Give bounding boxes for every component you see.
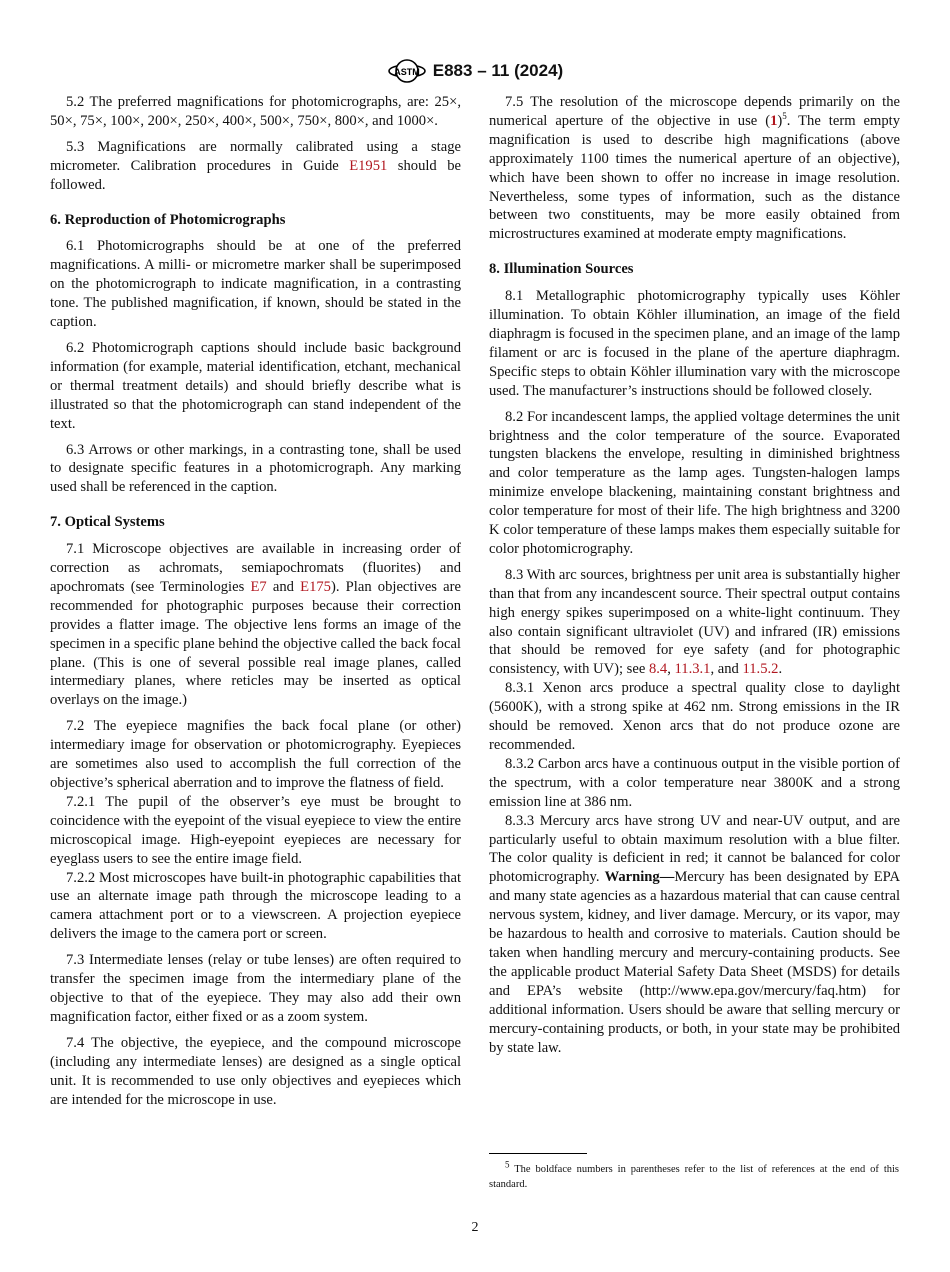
text-run: 7.1 Microscope objectives are available in increasing order of correction as achromats, semiapochromats (fluorites) and apochromats (see Terminologies	[50, 541, 461, 595]
paragraph	[489, 755, 900, 812]
text-run: 8.3.2 Carbon arcs have a continuous output in the visible portion of the spectrum, with a color temperature near 3800K and a strong emission line at 386 nm.	[489, 755, 900, 810]
text-run: 6. Reproduction of Photomicrographs	[50, 211, 286, 228]
right-column	[489, 93, 900, 1064]
text-run: 6.3 Arrows or other markings, in a contrasting tone, shall be used to designate specific features in a photomicrograph. Any marking used shall be referenced in the caption.	[50, 441, 461, 496]
paragraph	[489, 812, 900, 1058]
cross-reference-link[interactable]: E7	[250, 578, 267, 595]
text-run: 6.1 Photomicrographs should be at one of the preferred magnifications. A milli- or micrometre marker shall be superimposed on the photomicrograph to indicate magnification, in a contrasting tone. The published magnification, if known, should be stated in the caption.	[50, 238, 461, 331]
paragraph	[50, 951, 461, 1027]
text-run: 6.2 Photomicrograph captions should include basic background information (for example, material identification, etchant, mechanical or thermal treatment details) and should briefly describe what is illustrated so that the photomicrograph can stand independent of the text.	[50, 339, 461, 432]
text-run: )	[777, 112, 783, 129]
text-run: ,	[667, 661, 675, 678]
page-number: 2	[471, 1220, 479, 1235]
paragraph	[489, 408, 900, 559]
text-run: 8.3.1 Xenon arcs produce a spectral quality close to daylight (5600K), with a strong spike at 462 nm. Strong emissions in the IR should be removed. Xenon arcs that do not produce ozone are recommended.	[489, 680, 900, 753]
text-run: and	[266, 578, 301, 595]
cross-reference-link[interactable]: 1	[770, 112, 778, 129]
text-run: 7.3 Intermediate lenses (relay or tube lenses) are often required to transfer the specimen image from the intermediary plane of the objective to that of the eyepiece. They may also add their own magnification factor, either fixed or as a zoom system.	[50, 952, 461, 1025]
cross-reference-link[interactable]: E1951	[349, 157, 388, 174]
paragraph	[50, 441, 461, 498]
svg-text:ASTM: ASTM	[394, 67, 420, 77]
text-run: ). Plan objectives are recommended for photographic purposes because their correction provides a flatter image. The objective lens forms an image of the specimen in a specific plane behind the objective called the back focal plane. (This is one of several possible real image planes, called intermediary planes, where reticles may be inserted as optical overlays on the image.)	[50, 578, 461, 709]
text-run: 5.3 Magnifications are normally calibrated using a stage micrometer. Calibration procedures in Guide	[50, 138, 461, 174]
text-run: 8.3.3 Mercury arcs have strong UV and near-UV output, and are particularly useful to obtain maximum resolution with a blue filter. The color quality is deficient in red; it cannot be balanced for color photomicrography.	[489, 812, 900, 886]
paragraph	[50, 138, 461, 195]
paragraph	[489, 287, 900, 400]
paragraph	[50, 717, 461, 793]
paragraph	[489, 566, 900, 679]
paragraph	[50, 869, 461, 945]
paragraph	[50, 93, 461, 131]
cross-reference-link[interactable]: 11.5.2	[742, 661, 779, 678]
section-heading	[50, 513, 461, 532]
text-run: Warning—	[604, 869, 675, 886]
paragraph	[50, 237, 461, 332]
text-run: . The term empty magnification is used to describe high magnifications (above approximately 1100 times the numerical aperture of an objective), which have been shown to offer no increase in image resolution. Nevertheless, some types of information, such as the distance between two constituents, may be more easily obtained from microstructures examined at moderate empty magnifications.	[489, 112, 900, 243]
footnote-mark: 5	[505, 1159, 510, 1170]
text-run: 8.1 Metallographic photomicrography typically uses Köhler illumination. To obtain Köhler illumination, an image of the field diaphragm is focused in the specimen plane, and an image of the lamp filament or arc is focused in the plane of the aperture diaphragm. Specific steps to obtain Köhler illumination vary with the microscope used. The manufacturer’s instructions should be followed closely.	[489, 288, 900, 399]
text-run: 8. Illumination Sources	[489, 261, 634, 278]
paragraph	[50, 793, 461, 869]
footnote	[489, 1159, 899, 1192]
text-run: 7.2 The eyepiece magnifies the back focal plane (or other) intermediary image for observation or photomicrography. Eyepieces are sometimes also used to accomplish the full correction of the objective’s spherical aberration and to improve the flatness of field.	[50, 718, 461, 791]
text-run: Mercury has been designated by EPA and many state agencies as a hazardous material that can cause central nervous system, kidney, and liver damage. Mercury, or its vapor, may be hazardous to health and corrosive to materials. Caution should be taken when handling mercury and mercury-containing products. See the applicable product Material Safety Data Sheet (MSDS) for details and EPA’s website (http://www.epa.gov/mercury/faq.htm) for additional information. Users should be aware that selling mercury or mercury-containing products, or both, in your state may be prohibited by state law.	[489, 869, 900, 1056]
footnote-divider	[489, 1153, 587, 1154]
text-run: should be followed.	[50, 157, 461, 193]
text-run: 7.5 The resolution of the microscope depends primarily on the numerical aperture of the objective in use (	[489, 94, 900, 129]
paragraph	[489, 93, 900, 244]
paragraph	[50, 339, 461, 434]
page-header	[0, 56, 950, 86]
footnote-text: The boldface numbers in parentheses refer to the list of references at the end of this standard.	[489, 1164, 899, 1190]
paragraph	[489, 679, 900, 755]
cross-reference-link[interactable]: 11.3.1	[674, 661, 711, 678]
left-column	[50, 93, 461, 1116]
text-run: 7.2.2 Most microscopes have built-in photographic capabilities that use an alternate image path through the microscope leading to a camera attachment port or to a viewscreen. A projection eyepiece delivers the image to the camera port or screen.	[50, 869, 461, 943]
cross-reference-link[interactable]: 8.4	[648, 661, 668, 678]
text-run: 7. Optical Systems	[50, 514, 165, 531]
text-run: , and	[710, 661, 743, 678]
paragraph	[50, 540, 461, 710]
text-run: 5.2 The preferred magnifications for photomicrographs, are: 25×, 50×, 75×, 100×, 200×, 250×, 400×, 500×, 750×, 800×, and 1000×.	[50, 94, 461, 129]
text-run: 7.4 The objective, the eyepiece, and the compound microscope (including any intermediate lenses) are designed as a single optical unit. It is recommended to use only objectives and eyepieces which are intended for the microscope in use.	[50, 1034, 461, 1108]
section-heading	[50, 211, 461, 230]
text-run: 7.2.1 The pupil of the observer’s eye must be brought to coincidence with the eyepoint of the visual eyepiece to view the entire microscopical image. High-eyepoint eyepieces are necessary for eyeglass users to see the entire image field.	[50, 793, 461, 867]
document-designation: E883 – 11 (2024)	[432, 61, 564, 80]
text-run: 8.2 For incandescent lamps, the applied voltage determines the unit brightness and the color temperature of the source. Evaporated tungsten blackens the envelope, resulting in diminished brightness and color temperature as the lamp ages. Tungsten-halogen lamps minimize envelope blackening, maintaining constant brightness and color temperature for most of their life. The high brightness and 3200 K color temperature of these lamps makes them especially suitable for color photomicrography.	[489, 408, 900, 557]
text-run: 8.3 With arc sources, brightness per unit area is substantially higher than that from any incandescent source. Their spectral output contains high energy spikes superimposed on a white-light continuum. They also contain significant ultraviolet (UV) and infrared (IR) emissions that should be removed for eye safety (and for photographic consistency, with UV); see	[489, 566, 900, 678]
section-heading	[489, 260, 900, 279]
footnote-reference: 5	[782, 111, 787, 122]
text-run: .	[778, 661, 783, 678]
cross-reference-link[interactable]: E175	[300, 578, 331, 595]
paragraph	[50, 1034, 461, 1110]
astm-logo-icon	[387, 56, 427, 86]
